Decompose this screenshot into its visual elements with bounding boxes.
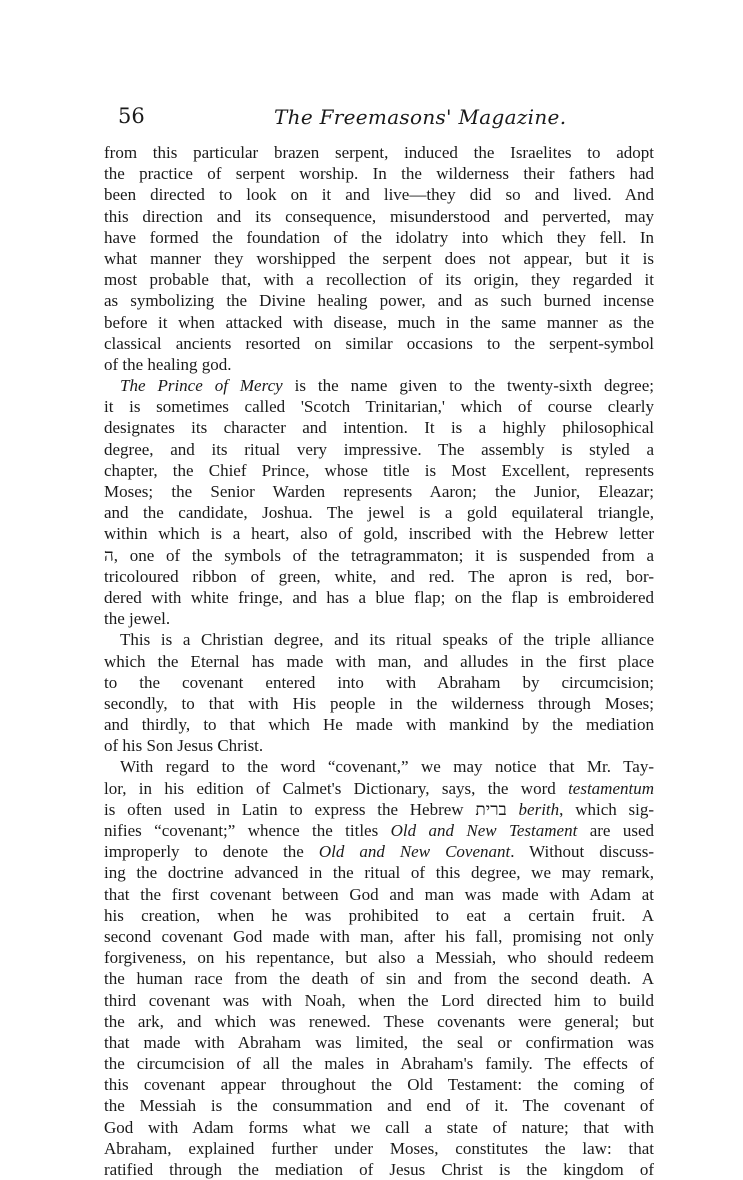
paragraph-covenant: [104, 756, 654, 1180]
text-line: before it when attacked with disease, much in the same manner as the: [104, 312, 654, 332]
text-line: With regard to the word “covenant,” we may notice that Mr. Tay-: [120, 757, 654, 777]
text-line: ing the doctrine advanced in the ritual of this degree, we may remark,: [104, 863, 654, 883]
text-line: This is a Christian degree, and its ritual speaks of the triple alliance: [120, 630, 654, 650]
text-line: Abraham, explained further under Moses, constitutes the law: that: [104, 1138, 654, 1158]
text-line: and thirdly, to that which He made with mankind by the mediation: [104, 715, 654, 735]
text-line: chapter, the Chief Prince, whose title is Most Excellent, represents: [104, 460, 654, 480]
degree-name: The Prince of Mercy: [120, 376, 283, 396]
text-line: forgiveness, on his repentance, but also a Messiah, who should redeem: [104, 948, 654, 968]
text-line: from this particular brazen serpent, induced the Israelites to adopt: [104, 143, 654, 162]
text-line: and the candidate, Joshua. The jewel is a gold equilateral triangle,: [104, 503, 654, 523]
text-line: lor, in his edition of Calmet's Dictionary, says, the word testamentum: [104, 778, 654, 798]
text-line: ratified through the mediation of Jesus Christ is the kingdom of: [104, 1160, 654, 1179]
text-line: most probable that, with a recollection of its origin, they regarded it: [104, 270, 654, 290]
text-line: dered with white fringe, and has a blue flap; on the flap is embroidered: [104, 587, 654, 607]
text-line: secondly, to that with His people in the wilderness through Moses;: [104, 693, 654, 713]
italic-term: testamentum: [568, 778, 654, 798]
text-line: his creation, when he was prohibited to eat a certain fruit. A: [104, 905, 654, 925]
running-head: [118, 104, 658, 132]
text-line: as symbolizing the Divine healing power, and as such burned incense: [104, 291, 654, 311]
text-line: the practice of serpent worship. In the wilderness their fathers had: [104, 164, 654, 184]
text-line: nifies “covenant;” whence the titles Old and New Testament are used: [104, 821, 654, 840]
text-line: the Messiah is the consummation and end of it. The covenant of: [104, 1096, 654, 1116]
text-line: the ark, and which was renewed. These covenants were general; but: [104, 1011, 654, 1031]
italic-term: berith: [518, 799, 560, 819]
text-line: God with Adam forms what we call a state of nature; that with: [104, 1117, 654, 1137]
text-line: second covenant God made with man, after his fall, promising not only: [104, 926, 654, 946]
text-line: designates its character and intention. It is a highly philosophical: [104, 418, 654, 438]
paragraph-prince-of-mercy: [104, 375, 654, 629]
text-line: within which is a heart, also of gold, inscribed with the Hebrew letter: [104, 524, 654, 544]
text-line: the human race from the death of sin and from the second death. A: [104, 969, 654, 989]
text-line: which the Eternal has made with man, and alludes in the first place: [104, 651, 654, 671]
text-line: it is sometimes called 'Scotch Trinitarian,' which of course clearly: [104, 397, 654, 417]
text-line: that made with Abraham was limited, the seal or confirmation was: [104, 1032, 654, 1052]
journal-title: The Freemasons' Magazine.: [274, 105, 567, 129]
paragraph-serpent-worship: [104, 142, 654, 375]
text-line: classical ancients resorted on similar occasions to the serpent-symbol: [104, 333, 654, 353]
article-body: [104, 142, 654, 1180]
text-line: third covenant was with Noah, when the Lord directed him to build: [104, 990, 654, 1010]
text-line: of the healing god.: [104, 354, 232, 374]
text-line: the jewel.: [104, 609, 171, 629]
text-line: is often used in Latin to express the Hebrew ברית berith, which sig-: [104, 799, 654, 819]
page-number: 56: [118, 104, 145, 128]
text-line: [104, 375, 654, 396]
text-line: to the covenant entered into with Abraham by circumcision;: [104, 672, 654, 692]
text-line: this covenant appear throughout the Old Testament: the coming of: [104, 1075, 654, 1095]
text-line: what manner they worshipped the serpent does not appear, but it is: [104, 248, 654, 268]
text-line: that the first covenant between God and man was made with Adam at: [104, 884, 654, 904]
text-fragment: is the name given to the twenty-sixth degree;: [282, 376, 654, 396]
text-line: ה, one of the symbols of the tetragrammaton; it is suspended from a: [104, 545, 654, 565]
italic-term: Old and New Covenant: [318, 842, 511, 862]
text-line: have formed the foundation of the idolatry into which they fell. In: [104, 227, 654, 247]
text-line: been directed to look on it and live—they did so and lived. And: [104, 185, 654, 205]
text-line: degree, and its ritual very impressive. The assembly is styled a: [104, 439, 654, 459]
text-line: Moses; the Senior Warden represents Aaron; the Junior, Eleazar;: [104, 482, 654, 501]
text-line: this direction and its consequence, misunderstood and perverted, may: [104, 206, 654, 226]
text-line: of his Son Jesus Christ.: [104, 736, 264, 756]
text-line: the circumcision of all the males in Abraham's family. The effects of: [104, 1054, 654, 1074]
text-line: tricoloured ribbon of green, white, and red. The apron is red, bor-: [104, 566, 654, 586]
text-line: improperly to denote the Old and New Covenant. Without discuss-: [104, 842, 654, 862]
italic-term: Old and New Testament: [390, 821, 578, 840]
paragraph-christian-degree: [104, 629, 654, 756]
